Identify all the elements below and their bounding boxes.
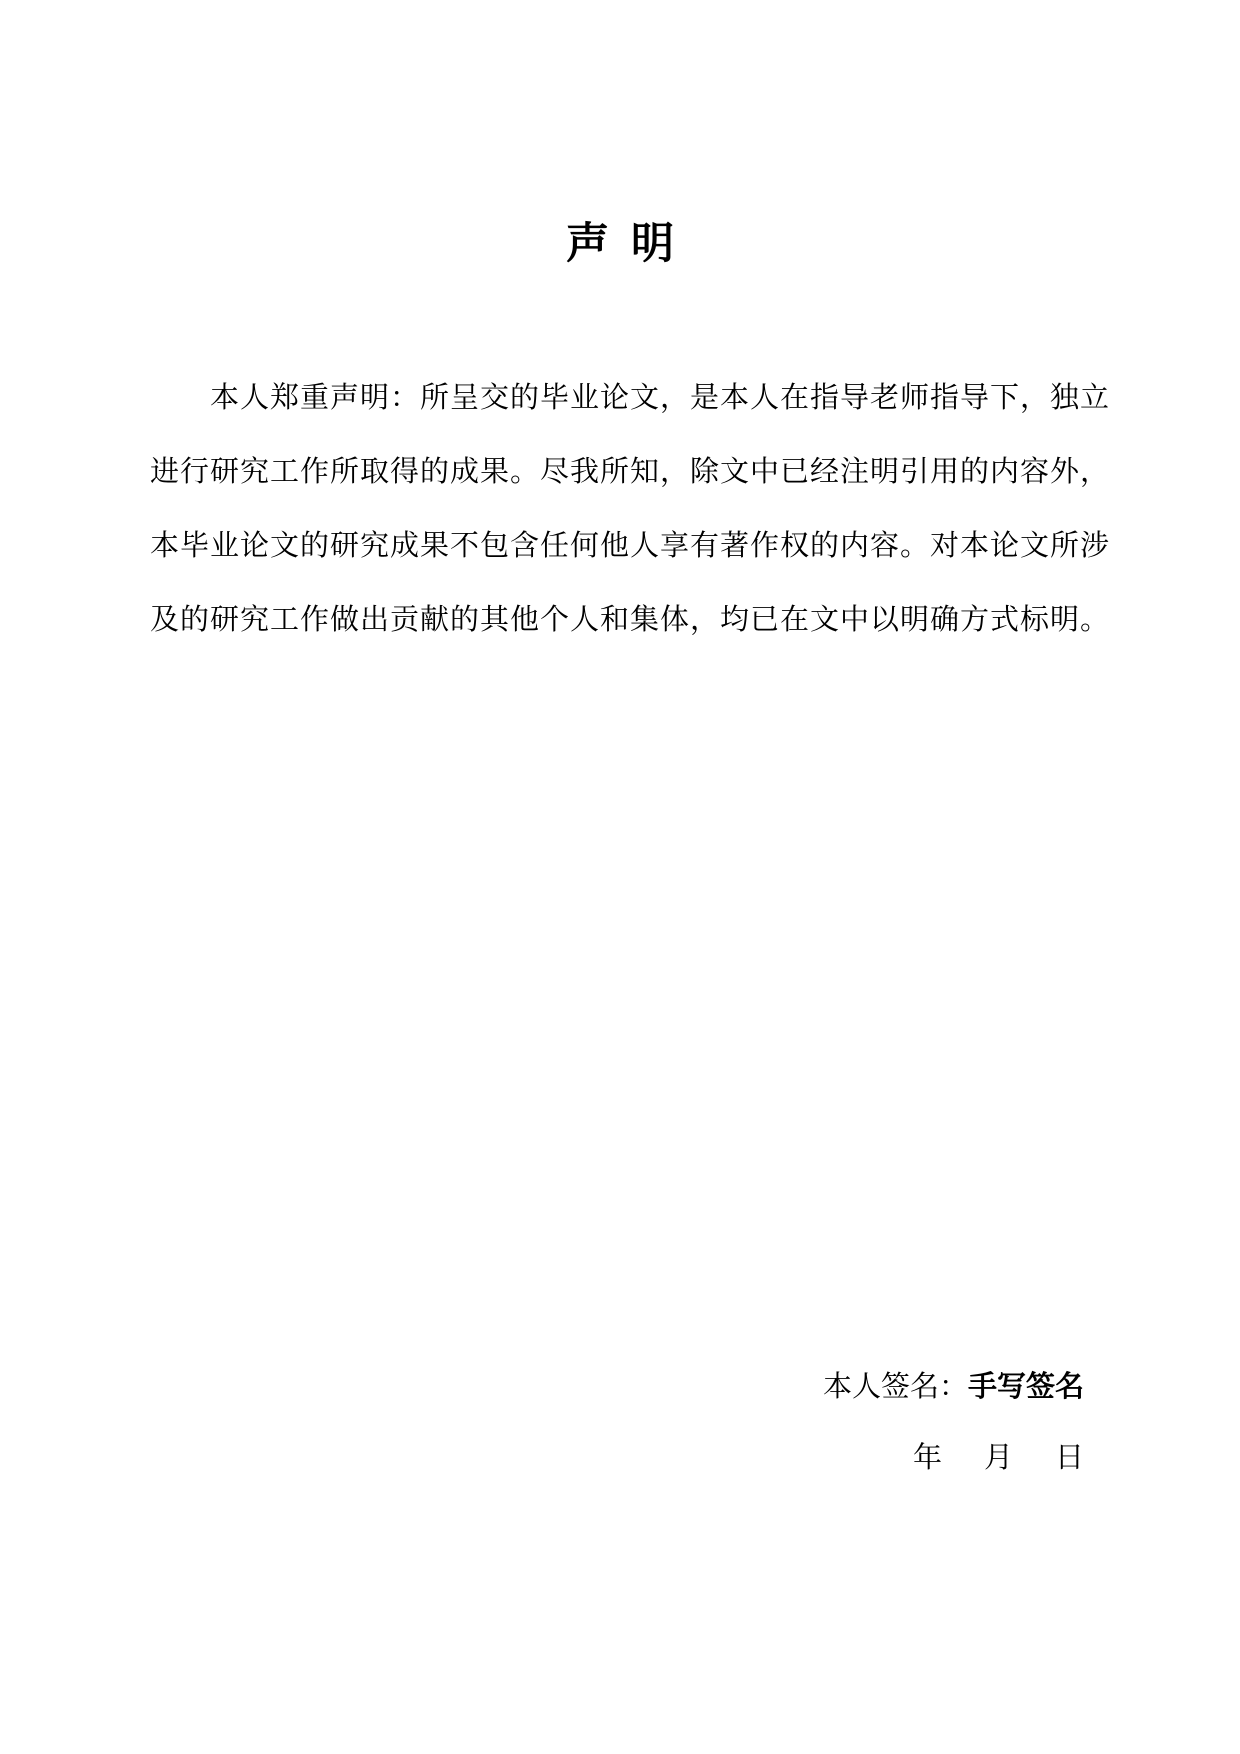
signature-line: [823, 1366, 1084, 1406]
signature-label: 本人签名：: [822, 1369, 968, 1403]
date-month-label: 月: [983, 1440, 1013, 1474]
date-year-label: 年: [912, 1440, 942, 1474]
signature-value: 手写签名: [967, 1369, 1084, 1403]
declaration-paragraph: 本人郑重声明：所呈交的毕业论文，是本人在指导老师指导下，独立进行研究工作所取得的成果。尽我所知，除文中已经注明引用的内容外，本毕业论文的研究成果不包含任何他人享有著作权的内容。对本论文所涉及的研究工作做出贡献的其他个人和集体，均已在文中以明确方式标明。: [150, 380, 1111, 636]
date-line: [913, 1437, 1084, 1477]
page-title: 声明: [566, 219, 696, 269]
date-day-label: 日: [1054, 1440, 1084, 1474]
